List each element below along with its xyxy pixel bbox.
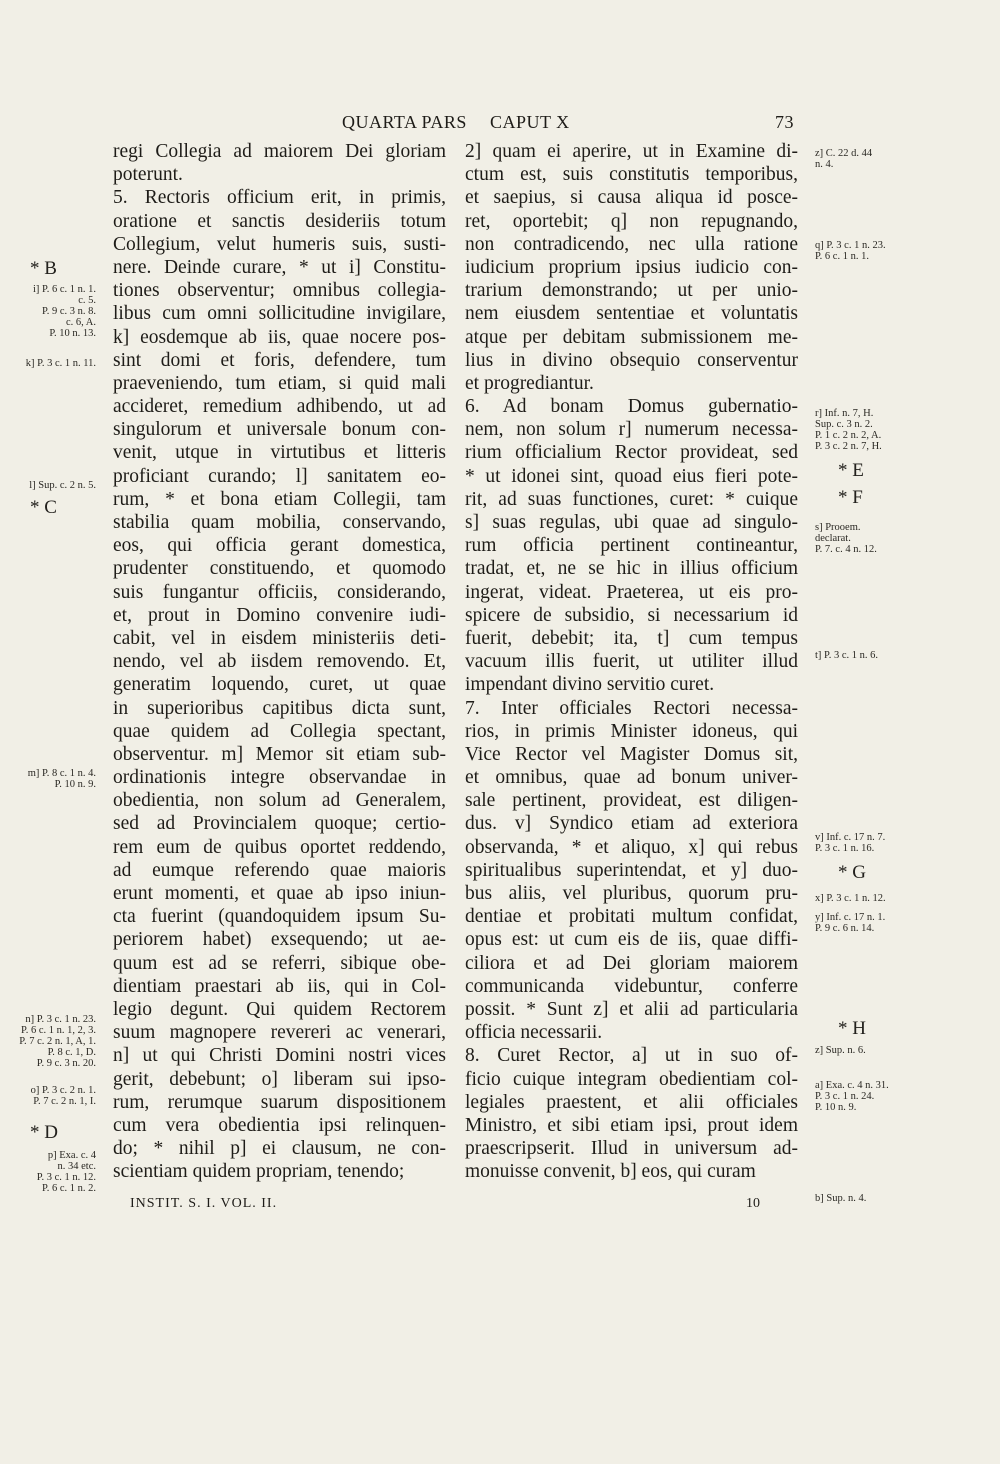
margin-note-m bbox=[4, 768, 96, 790]
header-chapter-title: CAPUT X bbox=[490, 112, 570, 132]
right-column-line: ingerat, videat. Praeterea, ut eis pro- bbox=[465, 581, 798, 603]
left-column-line: legio degunt. Qui quidem Rectorem bbox=[113, 998, 446, 1020]
margin-note-line: P. 6 c. 1 n. 1, 2, 3. bbox=[21, 1025, 96, 1036]
right-column-line: ficio cuique integram obedientiam col- bbox=[465, 1068, 798, 1090]
right-column-line: * ut idonei sint, quoad eius fieri pote- bbox=[465, 465, 798, 487]
margin-marker-g: * G bbox=[838, 862, 866, 883]
margin-note-r bbox=[815, 408, 915, 452]
right-column-line: praescripserit. Illud in universum ad- bbox=[465, 1138, 798, 1160]
right-column-line: lius in divino obsequio conserventur bbox=[465, 349, 798, 371]
left-column-line: suis fungantur officiis, considerando, bbox=[113, 581, 446, 603]
margin-note-line: a] Exa. c. 4 n. 31. bbox=[815, 1080, 889, 1091]
left-column-line: rum, * et bona etiam Collegii, tam bbox=[113, 488, 446, 510]
left-column-line: regi Collegia ad maiorem Dei gloriam bbox=[113, 141, 446, 162]
signature-mark: INSTIT. S. I. VOL. II. bbox=[130, 1196, 278, 1211]
left-column-line: gerit, debebunt; o] liberam sui ipso- bbox=[113, 1068, 446, 1090]
right-column-line: ret, oportebit; q] non repugnando, bbox=[465, 210, 798, 232]
margin-note-line: c. 6, A. bbox=[65, 317, 96, 328]
left-column-line: praeveniendo, tum etiam, si quid mali bbox=[113, 372, 446, 394]
right-column-line: spiritualibus superintendat, et y] duo- bbox=[465, 859, 798, 881]
left-column-line: erunt momenti, et quae ab ipso iniun- bbox=[113, 883, 446, 904]
margin-note-line: P. 10 n. 13. bbox=[49, 328, 96, 339]
right-column-line: atque per debitam submissionem me- bbox=[465, 326, 798, 348]
left-column-line: cum vera obedientia ipsi relinquen- bbox=[113, 1114, 446, 1136]
left-column-line: periorem habet) exsequendo; ut ae- bbox=[113, 929, 446, 951]
margin-note-line: r] Inf. n. 7, H. bbox=[815, 408, 874, 419]
left-column-line: n] ut qui Christi Domini nostri vices bbox=[113, 1045, 446, 1067]
margin-note-line: P. 7. c. 4 n. 12. bbox=[815, 544, 877, 555]
right-column-line: monuisse convenit, b] eos, qui curam bbox=[465, 1161, 756, 1183]
right-column-line: communicanda videbuntur, conferre bbox=[465, 975, 798, 997]
right-column-line: impendant divino servitio curet. bbox=[465, 674, 715, 696]
margin-note-2 bbox=[815, 148, 915, 170]
margin-note-line: P. 3 c. 1 n. 12. bbox=[36, 1172, 96, 1183]
right-column-line: s] suas regulas, ubi quae ad singulo- bbox=[465, 512, 798, 533]
right-column-line: bus aliis, vel pluribus, quorum pru- bbox=[465, 883, 798, 904]
left-column-line: quum est ad se referri, sibique obe- bbox=[113, 952, 446, 974]
margin-note-line: p] Exa. c. 4 bbox=[47, 1150, 96, 1161]
margin-note-line: P. 7 c. 2 n. 1, I. bbox=[33, 1096, 96, 1107]
left-column-line: sint domi et foris, defendere, tum bbox=[113, 349, 446, 371]
right-column-line: 6. Ad bonam Domus gubernatio- bbox=[465, 396, 798, 418]
right-column-line: et omnibus, quae ad bonum univer- bbox=[465, 767, 798, 789]
right-column-line: 2] quam ei aperire, ut in Examine di- bbox=[465, 141, 798, 162]
margin-marker-e: * E bbox=[838, 460, 864, 481]
margin-note-line: P. 3 c. 1 n. 24. bbox=[815, 1091, 875, 1102]
left-column-line: singulorum et universale bonum con- bbox=[113, 419, 446, 441]
page-number: 73 bbox=[775, 112, 794, 132]
margin-note-line: P. 9 c. 6 n. 14. bbox=[815, 923, 875, 934]
right-column-line: rum officia pertinent contineantur, bbox=[465, 535, 798, 557]
margin-note-line: P. 8 c. 1, D. bbox=[47, 1047, 96, 1058]
left-column-line: rem eum de quibus oportet reddendo, bbox=[113, 836, 446, 858]
margin-note-line: v] Inf. c. 17 n. 7. bbox=[815, 832, 886, 843]
margin-marker-b: * B bbox=[30, 258, 57, 279]
left-column-line: poterunt. bbox=[113, 164, 183, 186]
margin-note-line: P. 10 n. 9. bbox=[815, 1102, 857, 1113]
margin-note-a bbox=[815, 1080, 915, 1113]
right-column-line: dentiae et probitati multum confidat, bbox=[465, 906, 798, 928]
left-column-line: stabilia quam mobilia, conservando, bbox=[113, 512, 446, 533]
left-column-line: accideret, remedium adhibendo, ut ad bbox=[113, 396, 446, 418]
left-column-line: et, prout in Domino convenire iudi- bbox=[113, 604, 446, 626]
margin-note-line: z] C. 22 d. 44 bbox=[815, 148, 873, 159]
right-column-line: observanda, * et aliquo, x] qui rebus bbox=[465, 836, 798, 858]
margin-note-b bbox=[815, 1193, 915, 1204]
left-column-line: do; * nihil p] ei clausum, ne con- bbox=[113, 1138, 446, 1160]
margin-note-k bbox=[4, 358, 96, 369]
margin-note-line: b] Sup. n. 4. bbox=[815, 1193, 867, 1204]
margin-note-o bbox=[4, 1085, 96, 1107]
header-part-title: QUARTA PARS bbox=[342, 112, 467, 132]
text-column-right bbox=[465, 140, 798, 1183]
right-column-line: officia necessarii. bbox=[465, 1022, 603, 1044]
margin-marker-d: * D bbox=[30, 1122, 58, 1143]
margin-note-line: declarat. bbox=[815, 533, 851, 544]
right-column-line: possit. * Sunt z] et alii ad particularia bbox=[465, 998, 798, 1020]
margin-note-line: P. 10 n. 9. bbox=[54, 779, 96, 790]
left-column-line: eos, qui officia gerant domestica, bbox=[113, 535, 446, 557]
margin-note-line: n] P. 3 c. 1 n. 23. bbox=[25, 1014, 96, 1025]
left-column-line: tiones observentur; omnibus collegia- bbox=[113, 280, 446, 302]
right-column-line: opus est: ut cum eis de iis, quae diffi- bbox=[465, 929, 798, 951]
margin-note-line: i] P. 6 c. 1 n. 1. bbox=[33, 284, 96, 295]
left-column-line: cabit, vel in eisdem ministeriis deti- bbox=[113, 627, 446, 649]
right-column-line: ctum est, suis constitutis temporibus, bbox=[465, 164, 798, 186]
text-column-left bbox=[113, 140, 446, 1183]
margin-note-x bbox=[815, 893, 915, 904]
right-column-line: rium officialium Rector provideat, sed bbox=[465, 442, 798, 464]
right-column-line: legiales praestent, et alii officiales bbox=[465, 1091, 798, 1113]
left-column-line: dientiam praestari ab iis, qui in Col- bbox=[113, 975, 446, 997]
right-column-line: Ministro, et sibi etiam ipsi, prout idem bbox=[465, 1114, 798, 1136]
right-column-line: Vice Rector vel Magister Domus sit, bbox=[465, 743, 798, 765]
right-column-line: et progrediantur. bbox=[465, 372, 594, 394]
margin-marker-f: * F bbox=[838, 487, 863, 508]
left-column-line: rum, rerumque suarum dispositionem bbox=[113, 1091, 446, 1113]
left-column-line: sed ad Provincialem quoque; certio- bbox=[113, 813, 446, 835]
margin-note-line: P. 6 c. 1 n. 2. bbox=[42, 1183, 96, 1194]
margin-note-line: Sup. c. 3 n. 2. bbox=[815, 419, 873, 430]
left-column-line: 5. Rectoris officium erit, in primis, bbox=[113, 187, 446, 209]
signature-number: 10 bbox=[746, 1196, 760, 1211]
margin-note-line: c. 5. bbox=[78, 295, 96, 306]
right-column-line: sale pertinent, provideat, est diligen- bbox=[465, 790, 798, 812]
right-column-line: vacuum illis fuerit, ut utiliter illud bbox=[465, 651, 798, 673]
margin-note-q bbox=[815, 240, 915, 262]
right-column-line: trarium demonstrando; ut per unio- bbox=[465, 280, 798, 302]
margin-note-i bbox=[4, 284, 96, 339]
left-column-line: scientiam quidem propriam, tenendo; bbox=[113, 1161, 405, 1183]
right-column-line: dus. v] Syndico etiam ad exteriora bbox=[465, 813, 798, 835]
running-header bbox=[342, 112, 794, 138]
left-column-line: nere. Deinde curare, * ut i] Constitu- bbox=[113, 256, 446, 278]
margin-marker-h: * H bbox=[838, 1018, 866, 1039]
margin-note-line: q] P. 3 c. 1 n. 23. bbox=[815, 240, 886, 251]
right-column-line: 8. Curet Rector, a] ut in suo of- bbox=[465, 1045, 798, 1067]
margin-note-line: P. 7 c. 2 n. 1, A, 1. bbox=[19, 1036, 96, 1047]
margin-note-line: P. 3 c. 2 n. 7, H. bbox=[815, 441, 882, 452]
left-column-line: ordinationis integre observandae in bbox=[113, 767, 446, 789]
margin-note-line: P. 9 c. 3 n. 20. bbox=[36, 1058, 96, 1069]
right-column-line: fuerit, debebit; ita, t] cum tempus bbox=[465, 627, 798, 649]
margin-note-line: l] Sup. c. 2 n. 5. bbox=[29, 480, 96, 491]
right-column-line: nem, non solum r] numerum necessa- bbox=[465, 419, 798, 441]
margin-note-line: o] P. 3 c. 2 n. 1. bbox=[30, 1085, 96, 1096]
left-column-line: generatim loquendo, curet, ut quae bbox=[113, 674, 446, 696]
margin-note-line: P. 6 c. 1 n. 1. bbox=[815, 251, 869, 262]
right-column-line: iudicium proprium ipsius iudicio con- bbox=[465, 256, 798, 278]
left-column-line: oratione et sanctis desideriis totum bbox=[113, 210, 446, 232]
left-column-line: proficiant curando; l] sanitatem eo- bbox=[113, 465, 446, 487]
left-column-line: suum magnopere revereri ac venerari, bbox=[113, 1022, 446, 1044]
left-column-line: obedientia, non solum ad Generalem, bbox=[113, 790, 446, 812]
left-column-line: k] eosdemque ab iis, quae nocere pos- bbox=[113, 326, 446, 348]
margin-note-p bbox=[4, 1150, 96, 1194]
margin-note-line: n. 34 etc. bbox=[57, 1161, 96, 1172]
margin-note-line: x] P. 3 c. 1 n. 12. bbox=[815, 893, 886, 904]
right-column-line: nem eiusdem sententiae et voluntatis bbox=[465, 303, 798, 325]
margin-note-z bbox=[815, 1045, 915, 1056]
right-column-line: spicere de subsidio, si necessarium id bbox=[465, 604, 798, 626]
margin-note-l bbox=[4, 480, 96, 491]
left-column-line: prudenter constituendo, et quomodo bbox=[113, 558, 446, 580]
left-column-line: nendo, vel ab iisdem removendo. Et, bbox=[113, 651, 446, 673]
right-column-line: 7. Inter officiales Rectori necessa- bbox=[465, 697, 798, 719]
right-column-line: non contradicendo, nec ulla ratione bbox=[465, 233, 798, 255]
margin-note-line: m] P. 8 c. 1 n. 4. bbox=[27, 768, 96, 779]
right-column-line: et saepius, si causa aliqua id posce- bbox=[465, 187, 798, 209]
margin-note-line: P. 9 c. 3 n. 8. bbox=[42, 306, 96, 317]
margin-note-line: t] P. 3 c. 1 n. 6. bbox=[815, 650, 878, 661]
margin-note-line: P. 3 c. 1 n. 16. bbox=[815, 843, 875, 854]
left-column-line: quae quidem ad Collegia spectant, bbox=[113, 720, 446, 742]
margin-note-t bbox=[815, 650, 915, 661]
margin-note-s bbox=[815, 522, 915, 555]
left-column-line: Collegium, velut humeris suis, susti- bbox=[113, 233, 446, 255]
right-column-line: ciliora et ad Dei gloriam maiorem bbox=[465, 952, 798, 974]
right-column-line: tradat, et, ne se hic in illius officium bbox=[465, 558, 798, 580]
margin-note-line: z] Sup. n. 6. bbox=[815, 1045, 866, 1056]
margin-note-y bbox=[815, 912, 915, 934]
margin-note-line: n. 4. bbox=[815, 159, 834, 170]
left-column-line: venit, utque in virtutibus et litteris bbox=[113, 442, 446, 464]
left-column-line: cta fuerint (quandoquidem ipsum Su- bbox=[113, 906, 446, 928]
margin-note-line: P. 1 c. 2 n. 2, A. bbox=[815, 430, 882, 441]
left-column-line: ad eumque referendo quae maioris bbox=[113, 859, 446, 881]
margin-marker-c: * C bbox=[30, 497, 57, 518]
right-column-line: rit, ad suas functiones, curet: * cuique bbox=[465, 488, 798, 510]
margin-note-n bbox=[4, 1014, 96, 1069]
left-column-line: libus cum omni sollicitudine invigilare, bbox=[113, 303, 446, 325]
margin-note-v bbox=[815, 832, 915, 854]
right-column-line: rios, in primis Minister idoneus, qui bbox=[465, 720, 798, 742]
margin-note-line: s] Prooem. bbox=[815, 522, 861, 533]
margin-note-line: k] P. 3 c. 1 n. 11. bbox=[25, 358, 96, 369]
left-column-line: in superioribus capitibus dicta sunt, bbox=[113, 697, 446, 719]
margin-note-line: y] Inf. c. 17 n. 1. bbox=[815, 912, 886, 923]
left-column-line: observentur. m] Memor sit etiam sub- bbox=[113, 743, 446, 765]
